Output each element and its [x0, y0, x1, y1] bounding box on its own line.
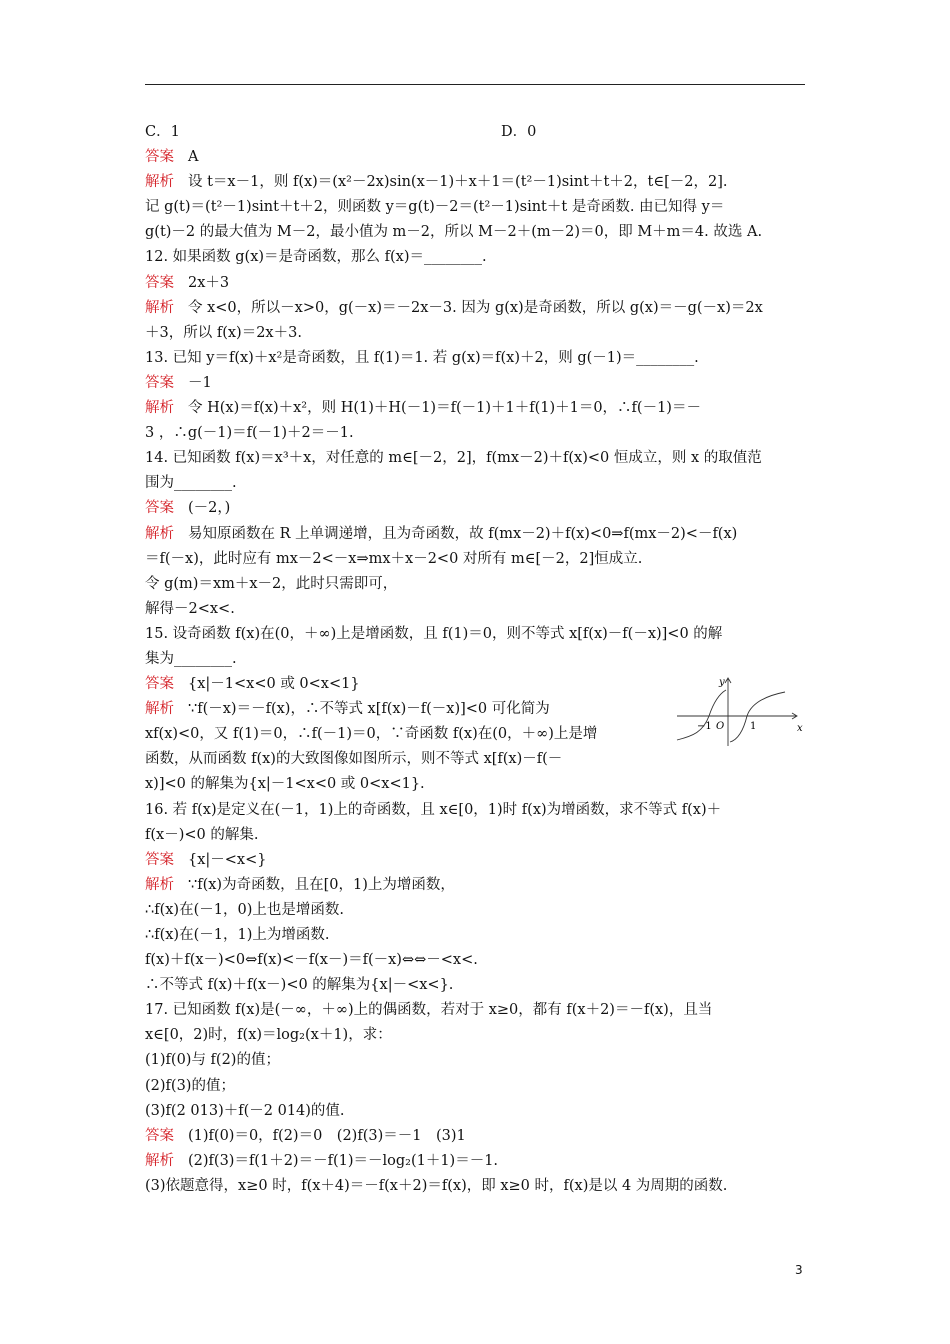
- q15-analysis-4: x)]<0 的解集为{x|－1<x<0 或 0<x<1}.: [145, 776, 425, 793]
- q13-analysis-1: 令 H(x)＝f(x)＋x²，则 H(1)＋H(－1)＝f(－1)＋1＋f(1)＋1＝0，∴f(－1)＝－: [188, 400, 701, 417]
- q15-analysis-line: [145, 697, 665, 722]
- q16-analysis-2: ∴f(x)在(－1，0)上也是增函数.: [145, 901, 344, 918]
- q13-question: 13. 已知 y＝f(x)＋x²是奇函数，且 f(1)＝1. 若 g(x)＝f(x)＋2，则 g(－1)＝________.: [145, 349, 699, 366]
- page-number: 3: [795, 1263, 803, 1277]
- analysis-label: 解析: [145, 174, 174, 191]
- answer-label: 答案: [145, 500, 174, 517]
- q11-analysis-3: g(t)－2 的最大值为 M－2，最小值为 m－2，所以 M－2＋(m－2)＝0，即 M＋m＝4. 故选 A.: [145, 224, 763, 241]
- q12-analysis-line: [145, 296, 807, 321]
- q15-analysis-2: xf(x)<0，又 f(1)＝0，∴f(－1)＝0，∵奇函数 f(x)在(0，＋∞)上是增: [145, 726, 598, 743]
- q17-part-2: (2)f(3)的值；: [145, 1077, 235, 1094]
- q11-analysis-line: [145, 170, 807, 195]
- q14-question-1: 14. 已知函数 f(x)＝x³＋x，对任意的 m∈[－2，2]，f(mx－2)＋f(x)<0 恒成立，则 x 的取值范: [145, 450, 762, 467]
- q16-answer: {x|－<x<}: [188, 851, 267, 868]
- q17-question-1: 17. 已知函数 f(x)是(－∞，＋∞)上的偶函数，若对于 x≥0，都有 f(x＋2)＝－f(x)，且当: [145, 1002, 713, 1019]
- q12-answer: 2x＋3: [188, 274, 230, 291]
- graph-pos1-label: 1: [750, 721, 757, 732]
- q17-part-3: (3)f(2 013)＋f(－2 014)的值.: [145, 1102, 345, 1119]
- q15-answer: {x|－1<x<0 或 0<x<1}: [188, 676, 360, 693]
- analysis-label: 解析: [145, 525, 174, 542]
- q17-part-1: (1)f(0)与 f(2)的值；: [145, 1052, 280, 1069]
- graph-origin-label: O: [716, 721, 725, 732]
- q17-analysis-1: (2)f(3)＝f(1＋2)＝－f(1)＝－log₂(1＋1)＝－1.: [188, 1152, 499, 1169]
- q11-answer: A: [188, 149, 199, 166]
- graph-neg1-label: −1: [697, 721, 712, 732]
- analysis-label: 解析: [145, 876, 174, 893]
- q17-analysis-line: [145, 1149, 807, 1174]
- analysis-label: 解析: [145, 1152, 174, 1169]
- q16-analysis-1: ∵f(x)为奇函数，且在[0，1)上为增函数，: [188, 876, 455, 893]
- q14-analysis-1: 易知原函数在 R 上单调递增，且为奇函数，故 f(mx－2)＋f(x)<0⇒f(mx－2)<－f(x): [188, 525, 738, 542]
- q17-answer-line: [145, 1124, 807, 1149]
- q17-analysis-2: (3)依题意得，x≥0 时，f(x＋4)＝－f(x＋2)＝f(x)，即 x≥0 时，f(x)是以 4 为周期的函数.: [145, 1177, 728, 1194]
- option-d: D．0: [501, 124, 537, 140]
- q15-question-2: 集为________.: [145, 650, 237, 667]
- answer-label: 答案: [145, 374, 174, 391]
- graph-y-label: y: [719, 677, 725, 688]
- q15-question-1: 15. 设奇函数 f(x)在(0，＋∞)上是增函数，且 f(1)＝0，则不等式 x[f(x)－f(－x)]<0 的解: [145, 625, 723, 642]
- q15-analysis-3: 函数，从而函数 f(x)的大致图像如图所示，则不等式 x[f(x)－f(－: [145, 751, 563, 768]
- analysis-label: 解析: [145, 400, 174, 417]
- q13-answer-line: [145, 371, 807, 396]
- q14-analysis-line: [145, 522, 807, 547]
- curve-right: [730, 692, 785, 742]
- q14-analysis-2: ＝f(－x)，此时应有 mx－2<－x⇒mx＋x－2<0 对所有 m∈[－2，2]恒成立.: [145, 550, 643, 567]
- q11-analysis-1: 设 t＝x－1，则 f(x)＝(x²－2x)sin(x－1)＋x＋1＝(t²－1)sint＋t＋2，t∈[－2，2].: [188, 174, 728, 191]
- q16-analysis-5: ∴不等式 f(x)＋f(x－)<0 的解集为{x|－<x<}.: [145, 977, 454, 994]
- header-rule: [145, 84, 805, 85]
- q16-question-1: 16. 若 f(x)是定义在(－1，1)上的奇函数，且 x∈[0，1)时 f(x)为增函数，求不等式 f(x)＋: [145, 801, 722, 818]
- q13-analysis-line: [145, 396, 807, 421]
- options-line: [145, 120, 807, 145]
- q12-analysis-2: ＋3，所以 f(x)＝2x＋3.: [145, 324, 302, 341]
- q14-question-2: 围为________.: [145, 475, 237, 492]
- q12-question: 12. 如果函数 g(x)＝是奇函数，那么 f(x)＝________.: [145, 249, 487, 266]
- q14-answer: (－2，): [188, 500, 231, 517]
- answer-label: 答案: [145, 676, 174, 693]
- odd-function-graph: [675, 674, 805, 748]
- analysis-label: 解析: [145, 299, 174, 316]
- q12-answer-line: [145, 271, 807, 296]
- analysis-label: 解析: [145, 701, 174, 718]
- q14-analysis-3: 令 g(m)＝xm＋x－2，此时只需即可，: [145, 575, 398, 592]
- q13-analysis-2: 3 ，∴g(－1)＝f(－1)＋2＝－1.: [145, 425, 354, 442]
- answer-label: 答案: [145, 1127, 174, 1144]
- q14-answer-line: [145, 496, 807, 521]
- q11-analysis-2: 记 g(t)＝(t²－1)sint＋t＋2，则函数 y＝g(t)－2＝(t²－1)sint＋t 是奇函数. 由已知得 y＝: [145, 199, 725, 216]
- q16-analysis-4: f(x)＋f(x－)<0⇔f(x)<－f(x－)＝f(－x)⇔⇔－<x<.: [145, 952, 478, 969]
- q16-answer-line: [145, 848, 807, 873]
- q14-analysis-4: 解得－2<x<.: [145, 600, 235, 617]
- option-c: C．1: [145, 124, 180, 140]
- answer-label: 答案: [145, 149, 174, 166]
- q11-answer-line: [145, 145, 807, 170]
- q16-analysis-3: ∴f(x)在(－1，1)上为增函数.: [145, 927, 330, 943]
- q12-analysis-1: 令 x<0，所以－x>0，g(－x)＝－2x－3. 因为 g(x)是奇函数，所以 g(x)＝－g(－x)＝2x: [188, 299, 763, 316]
- page-content: [145, 120, 807, 1199]
- answer-label: 答案: [145, 274, 174, 291]
- q13-answer: －1: [188, 374, 212, 391]
- q17-answer: (1)f(0)＝0，f(2)＝0 (2)f(3)＝－1 (3)1: [188, 1127, 466, 1144]
- q15-analysis-1: ∵f(－x)＝－f(x)，∴不等式 x[f(x)－f(－x)]<0 可化简为: [188, 701, 550, 718]
- q16-question-2: f(x－)<0 的解集.: [145, 826, 259, 843]
- answer-label: 答案: [145, 851, 174, 868]
- graph-x-label: x: [797, 723, 803, 734]
- curve-left: [677, 690, 726, 740]
- q17-question-2: x∈[0，2)时，f(x)＝log₂(x＋1)，求：: [145, 1027, 392, 1044]
- q16-analysis-line: [145, 873, 807, 898]
